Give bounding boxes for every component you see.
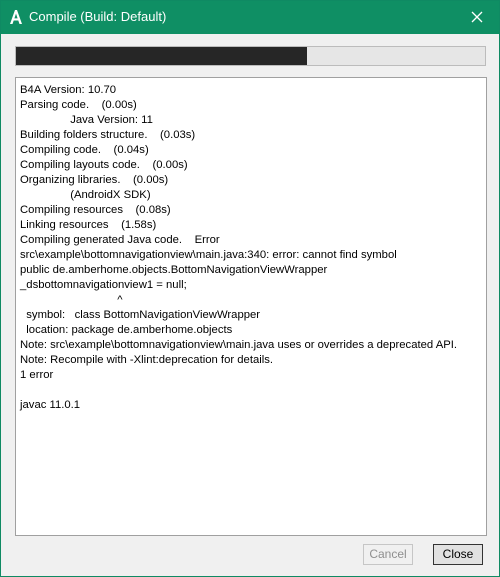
log-line: Note: src\example\bottomnavigationview\main.java uses or overrides a deprecated API. bbox=[20, 339, 458, 351]
compile-progress-bar bbox=[15, 46, 486, 66]
log-line: src\example\bottomnavigationview\main.java:340: error: cannot find symbol bbox=[20, 249, 397, 261]
log-line: Compiling code. (0.04s) bbox=[20, 144, 149, 156]
log-line: Organizing libraries. (0.00s) bbox=[20, 174, 169, 186]
cancel-button[interactable]: Cancel bbox=[363, 544, 413, 565]
log-line: Building folders structure. (0.03s) bbox=[20, 129, 196, 141]
close-button[interactable]: Close bbox=[433, 544, 483, 565]
log-line: _dsbottomnavigationview1 = null; bbox=[20, 279, 187, 291]
log-line: Java Version: 11 bbox=[20, 114, 153, 126]
close-icon[interactable] bbox=[463, 5, 491, 29]
log-line: Compiling resources (0.08s) bbox=[20, 204, 171, 216]
log-line: Compiling layouts code. (0.00s) bbox=[20, 159, 188, 171]
window-title: Compile (Build: Default) bbox=[29, 9, 167, 24]
compile-log-output[interactable] bbox=[15, 77, 487, 536]
log-line: (AndroidX SDK) bbox=[20, 189, 151, 201]
log-line: ^ bbox=[20, 294, 123, 306]
title-bar[interactable] bbox=[1, 1, 499, 34]
log-line: 1 error bbox=[20, 369, 54, 381]
b4a-logo-icon bbox=[9, 7, 23, 27]
log-line: Parsing code. (0.00s) bbox=[20, 99, 137, 111]
log-line bbox=[20, 383, 486, 398]
log-line: Note: Recompile with -Xlint:deprecation for details. bbox=[20, 354, 274, 366]
progress-fill bbox=[16, 47, 307, 65]
log-line: location: package de.amberhome.objects bbox=[20, 324, 233, 336]
log-line: Compiling generated Java code. Error bbox=[20, 234, 220, 246]
log-line: B4A Version: 10.70 bbox=[20, 84, 117, 96]
log-line: javac 11.0.1 bbox=[20, 399, 81, 411]
log-line: Linking resources (1.58s) bbox=[20, 219, 157, 231]
log-line: symbol: class BottomNavigationViewWrapper bbox=[20, 309, 261, 321]
log-line: public de.amberhome.objects.BottomNavigationViewWrapper bbox=[20, 264, 328, 276]
